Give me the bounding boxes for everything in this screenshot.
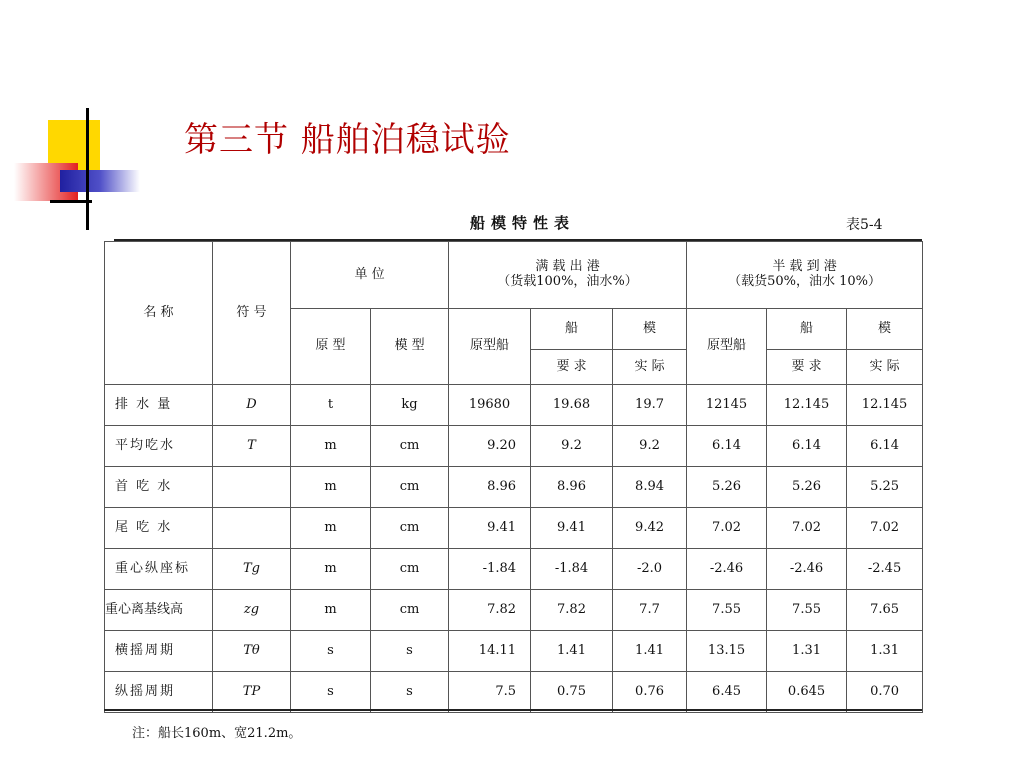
row-half-required: 6.14	[767, 426, 847, 467]
row-name: 横摇周期	[105, 631, 213, 672]
row-full-proto: 8.96	[449, 467, 531, 508]
row-name: 尾 吃 水	[105, 508, 213, 549]
row-full-actual: 1.41	[613, 631, 687, 672]
header-half-required: 要 求	[767, 350, 847, 385]
row-name: 纵摇周期	[105, 672, 213, 713]
header-full-ship: 船	[531, 309, 613, 350]
row-full-proto: 9.20	[449, 426, 531, 467]
row-full-actual: 9.2	[613, 426, 687, 467]
row-name: 排 水 量	[105, 385, 213, 426]
row-half-required: 5.26	[767, 467, 847, 508]
header-half-proto-ship: 原型船	[687, 309, 767, 385]
row-half-required: 1.31	[767, 631, 847, 672]
row-half-proto: 7.55	[687, 590, 767, 631]
table-row	[105, 549, 923, 590]
table-row	[105, 631, 923, 672]
table-row	[105, 385, 923, 426]
row-full-required: 9.2	[531, 426, 613, 467]
header-half-load	[687, 242, 923, 309]
full-load-title: 满 载 出 港	[535, 259, 600, 275]
table-note: 注：船长160m、宽21.2m。	[132, 726, 302, 741]
row-half-actual: 5.25	[847, 467, 923, 508]
row-unit-proto: s	[291, 672, 371, 713]
header-half-actual: 实 际	[847, 350, 923, 385]
row-half-actual: 1.31	[847, 631, 923, 672]
header-full-model: 模	[613, 309, 687, 350]
row-full-proto: 9.41	[449, 508, 531, 549]
table-row	[105, 508, 923, 549]
row-full-actual: 7.7	[613, 590, 687, 631]
row-full-actual: 0.76	[613, 672, 687, 713]
row-symbol	[213, 508, 291, 549]
row-full-proto: 14.11	[449, 631, 531, 672]
row-unit-proto: m	[291, 426, 371, 467]
row-symbol: D	[213, 385, 291, 426]
decor-vertical-line	[86, 108, 89, 230]
row-unit-model: cm	[371, 549, 449, 590]
full-load-subtitle: （货载100%，油水%）	[497, 274, 638, 289]
row-half-proto: 7.02	[687, 508, 767, 549]
row-half-actual: -2.45	[847, 549, 923, 590]
row-unit-model: cm	[371, 426, 449, 467]
row-symbol: Tg	[213, 549, 291, 590]
table-row	[105, 467, 923, 508]
row-half-proto: 6.45	[687, 672, 767, 713]
header-full-proto-ship: 原型船	[449, 309, 531, 385]
header-symbol: 符 号	[213, 242, 291, 385]
row-half-proto: 6.14	[687, 426, 767, 467]
row-full-actual: 19.7	[613, 385, 687, 426]
row-symbol: Tθ	[213, 631, 291, 672]
table-title: 船模特性表	[470, 214, 576, 232]
row-symbol: T	[213, 426, 291, 467]
header-full-load	[449, 242, 687, 309]
row-full-required: 0.75	[531, 672, 613, 713]
row-unit-proto: s	[291, 631, 371, 672]
row-full-actual: 8.94	[613, 467, 687, 508]
row-unit-model: s	[371, 631, 449, 672]
half-load-title: 半 载 到 港	[772, 259, 837, 275]
header-unit: 单 位	[291, 242, 449, 309]
row-full-actual: -2.0	[613, 549, 687, 590]
row-unit-model: cm	[371, 590, 449, 631]
row-unit-model: cm	[371, 508, 449, 549]
row-symbol	[213, 467, 291, 508]
row-half-proto: 12145	[687, 385, 767, 426]
row-unit-proto: m	[291, 467, 371, 508]
row-half-proto: 13.15	[687, 631, 767, 672]
row-half-actual: 7.02	[847, 508, 923, 549]
row-half-required: 7.55	[767, 590, 847, 631]
table-row	[105, 590, 923, 631]
row-unit-proto: t	[291, 385, 371, 426]
table-number: 表5-4	[846, 217, 883, 233]
row-half-actual: 0.70	[847, 672, 923, 713]
row-unit-proto: m	[291, 549, 371, 590]
ship-model-table	[104, 241, 923, 713]
row-half-required: 7.02	[767, 508, 847, 549]
header-full-actual: 实 际	[613, 350, 687, 385]
row-full-proto: -1.84	[449, 549, 531, 590]
row-unit-model: s	[371, 672, 449, 713]
table-row	[105, 426, 923, 467]
row-unit-model: cm	[371, 467, 449, 508]
half-load-subtitle: （载货50%，油水 10%）	[728, 274, 881, 289]
row-full-required: 19.68	[531, 385, 613, 426]
row-unit-model: kg	[371, 385, 449, 426]
header-name: 名 称	[105, 242, 213, 385]
row-half-actual: 12.145	[847, 385, 923, 426]
row-full-proto: 19680	[449, 385, 531, 426]
row-unit-proto: m	[291, 508, 371, 549]
row-half-proto: 5.26	[687, 467, 767, 508]
header-full-required: 要 求	[531, 350, 613, 385]
header-unit-model: 模 型	[371, 309, 449, 385]
row-full-required: 9.41	[531, 508, 613, 549]
row-half-proto: -2.46	[687, 549, 767, 590]
row-name: 重心离基线高	[105, 590, 213, 631]
header-unit-proto: 原 型	[291, 309, 371, 385]
row-name: 重心纵座标	[105, 549, 213, 590]
row-half-required: -2.46	[767, 549, 847, 590]
header-half-ship: 船	[767, 309, 847, 350]
header-half-model: 模	[847, 309, 923, 350]
row-full-required: 8.96	[531, 467, 613, 508]
row-full-required: -1.84	[531, 549, 613, 590]
row-symbol: zg	[213, 590, 291, 631]
row-full-proto: 7.5	[449, 672, 531, 713]
row-full-proto: 7.82	[449, 590, 531, 631]
row-name: 平均吃水	[105, 426, 213, 467]
slide-title: 第三节 船舶泊稳试验	[184, 120, 511, 160]
decor-horizontal-line	[50, 200, 92, 203]
row-full-required: 7.82	[531, 590, 613, 631]
row-half-actual: 6.14	[847, 426, 923, 467]
row-unit-proto: m	[291, 590, 371, 631]
row-full-required: 1.41	[531, 631, 613, 672]
row-full-actual: 9.42	[613, 508, 687, 549]
row-half-required: 0.645	[767, 672, 847, 713]
row-half-required: 12.145	[767, 385, 847, 426]
decor-blue-block	[60, 170, 140, 192]
table-bottom-rule	[104, 709, 922, 711]
row-symbol: TP	[213, 672, 291, 713]
table-row	[105, 672, 923, 713]
row-half-actual: 7.65	[847, 590, 923, 631]
row-name: 首 吃 水	[105, 467, 213, 508]
